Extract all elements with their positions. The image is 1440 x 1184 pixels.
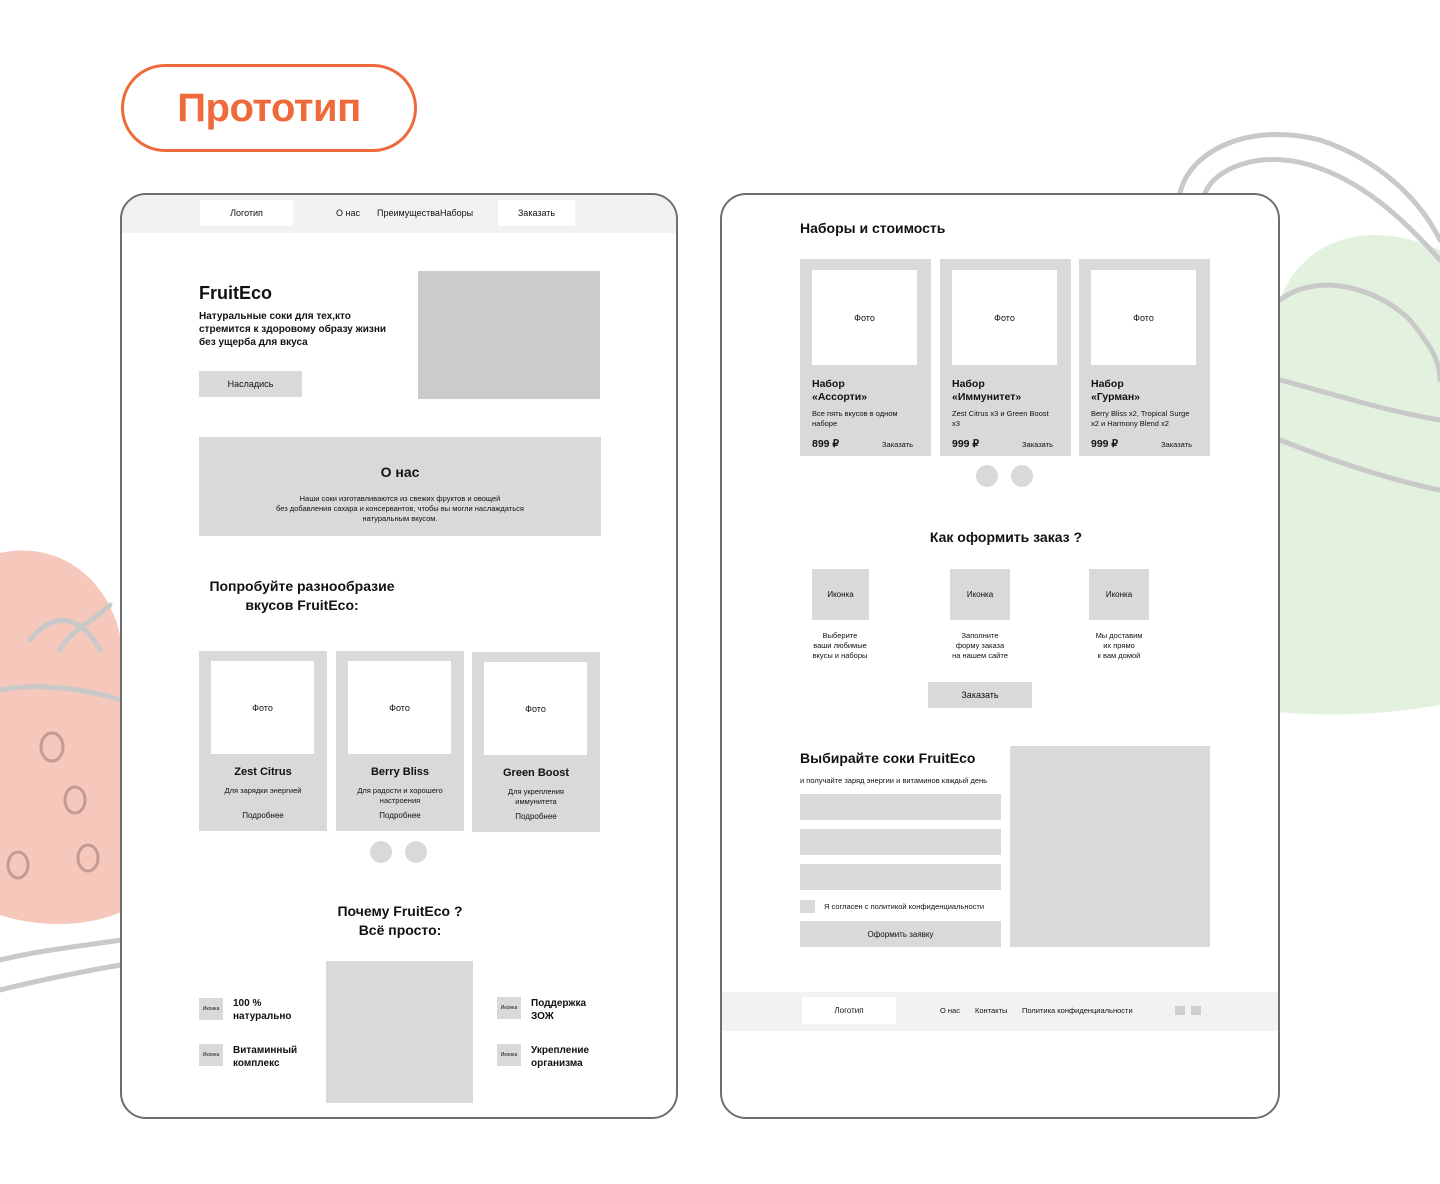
footer <box>722 992 1280 1031</box>
set-price: 899 ₽ <box>812 438 840 450</box>
why-title: Почему FruitEco ? Всё просто: <box>337 903 463 938</box>
prototype-label: Прототип <box>177 85 361 130</box>
flavor-card[interactable] <box>199 651 327 831</box>
icon-label: Иконка <box>827 590 854 599</box>
card-photo <box>211 661 314 754</box>
photo-label: Фото <box>252 702 273 713</box>
form-image <box>1010 746 1210 947</box>
set-desc: Zest Citrus x3 и Green Boost x3 <box>952 409 1049 428</box>
logo[interactable] <box>200 200 293 226</box>
set-price: 999 ₽ <box>952 438 980 450</box>
form-title: Выбирайте соки FruitEco <box>800 750 976 766</box>
how-order-label: Заказать <box>961 690 999 700</box>
photo-label: Фото <box>1133 312 1154 323</box>
footer-link-privacy[interactable]: Политика конфиденциальности <box>1022 1006 1133 1015</box>
form-subtitle: и получайте заряд энергии и витаминов каждый день <box>800 776 988 785</box>
nav-order-label: Заказать <box>517 208 556 218</box>
card-name: Zest Citrus <box>234 766 292 778</box>
footer-logo[interactable] <box>802 997 896 1024</box>
step-text: Выберите ваши любимые вкусы и наборы <box>812 631 868 660</box>
footer-link-about[interactable]: О нас <box>940 1006 960 1015</box>
set-order-link[interactable]: Заказать <box>1161 440 1193 449</box>
card-photo <box>348 661 451 754</box>
set-card[interactable] <box>1079 259 1210 456</box>
hero-title: FruitEco <box>199 283 273 303</box>
why-image <box>326 961 473 1103</box>
form-submit-button[interactable] <box>800 921 1001 947</box>
card-photo <box>952 270 1057 365</box>
form-input-email[interactable] <box>800 864 1001 890</box>
set-card[interactable] <box>940 259 1071 456</box>
icon-label: Иконка <box>202 1006 220 1012</box>
feature-healthy-lifestyle: Поддержка ЗОЖ <box>531 998 587 1022</box>
form-input-name[interactable] <box>800 794 1001 820</box>
icon-label: Иконка <box>500 1052 518 1058</box>
carousel-dot[interactable] <box>370 841 392 863</box>
how-title: Как оформить заказ ? <box>929 529 1083 545</box>
step-icon <box>812 569 869 620</box>
hero-button[interactable] <box>199 371 302 397</box>
set-name: Набор «Ассорти» <box>812 378 868 403</box>
set-name: Набор «Гурман» <box>1091 378 1141 403</box>
card-desc: Для зарядки энергией <box>224 786 302 795</box>
hero-image <box>418 271 600 399</box>
set-card[interactable] <box>800 259 931 456</box>
photo-label: Фото <box>525 703 546 714</box>
feature-icon <box>497 1044 521 1066</box>
icon-label: Иконка <box>500 1005 518 1011</box>
hero-button-label: Насладись <box>227 379 274 389</box>
social-icon[interactable] <box>1191 1006 1201 1015</box>
flavor-card[interactable] <box>336 651 464 831</box>
card-photo <box>1091 270 1196 365</box>
footer-logo-label: Логотип <box>834 1006 864 1015</box>
nav-order-button[interactable] <box>498 200 575 226</box>
photo-label: Фото <box>389 702 410 713</box>
card-more-link[interactable]: Подробнее <box>379 811 421 820</box>
set-order-link[interactable]: Заказать <box>882 440 914 449</box>
icon-label: Иконка <box>1105 590 1133 599</box>
set-desc: Berry Bliss x2, Tropical Surge x2 и Harmony Blend x2 <box>1091 409 1190 428</box>
feature-icon <box>497 997 521 1019</box>
navbar <box>122 195 678 233</box>
flavor-card[interactable] <box>472 652 600 832</box>
set-price: 999 ₽ <box>1091 438 1119 450</box>
nav-link-sets[interactable]: Наборы <box>440 208 474 218</box>
photo-label: Фото <box>994 312 1015 323</box>
feature-body-strength: Укрепление организма <box>531 1045 590 1069</box>
about-title: О нас <box>380 464 420 480</box>
consent-label: Я согласен с политикой конфиденциальности <box>824 902 985 911</box>
carousel-dot[interactable] <box>1011 465 1033 487</box>
set-name: Набор «Иммунитет» <box>952 378 1022 403</box>
card-desc: Для радости и хорошего настроения <box>357 786 443 805</box>
feature-natural: 100 % натурально <box>233 998 292 1022</box>
logo-label: Логотип <box>230 208 263 218</box>
feature-icon <box>199 1044 223 1066</box>
green-blob <box>1280 235 1440 714</box>
carousel-dot[interactable] <box>976 465 998 487</box>
frame-landing-bottom <box>720 193 1280 1119</box>
nav-link-advantages[interactable]: Преимущества <box>377 208 440 218</box>
about-section <box>199 437 601 536</box>
card-more-link[interactable]: Подробнее <box>242 811 284 820</box>
nav-link-about[interactable]: О нас <box>336 208 360 218</box>
consent-checkbox[interactable] <box>800 900 815 913</box>
about-text: Наши соки изготавливаются из свежих фруктов и овощей без добавления сахара и консервантов, чтобы вы могли наслаждаться натуральным вкусом. <box>276 494 524 523</box>
step-icon <box>1089 569 1149 620</box>
footer-link-contacts[interactable]: Контакты <box>975 1006 1008 1015</box>
step-icon <box>950 569 1010 620</box>
card-photo <box>812 270 917 365</box>
step-text: Заполните форму заказа на нашем сайте <box>952 631 1008 660</box>
icon-label: Иконка <box>966 590 994 599</box>
feature-icon <box>199 998 223 1020</box>
prototype-badge <box>121 64 417 152</box>
card-photo <box>484 662 587 755</box>
photo-label: Фото <box>854 312 875 323</box>
card-name: Berry Bliss <box>370 766 430 778</box>
card-desc: Для укрепления иммунитета <box>508 787 564 806</box>
feature-vitamins: Витаминный комплекс <box>233 1045 298 1069</box>
set-desc: Все пять вкусов в одном наборе <box>812 409 898 428</box>
flavors-title: Попробуйте разнообразие вкусов FruitEco: <box>209 578 395 613</box>
step-text: Мы доставим их прямо к вам домой <box>1095 631 1143 660</box>
social-icon[interactable] <box>1175 1006 1185 1015</box>
frame-landing-top <box>120 193 678 1119</box>
card-more-link[interactable]: Подробнее <box>515 812 557 821</box>
submit-label: Оформить заявку <box>867 929 934 939</box>
hero-subtitle: Натуральные соки для тех,кто стремится к здоровому образу жизни без ущерба для вкуса <box>199 311 387 348</box>
card-name: Green Boost <box>502 767 569 779</box>
how-order-button[interactable] <box>928 682 1032 708</box>
sets-title: Наборы и стоимость <box>800 220 946 236</box>
form-input-phone[interactable] <box>800 829 1001 855</box>
carousel-dot[interactable] <box>405 841 427 863</box>
icon-label: Иконка <box>202 1052 220 1058</box>
set-order-link[interactable]: Заказать <box>1022 440 1054 449</box>
